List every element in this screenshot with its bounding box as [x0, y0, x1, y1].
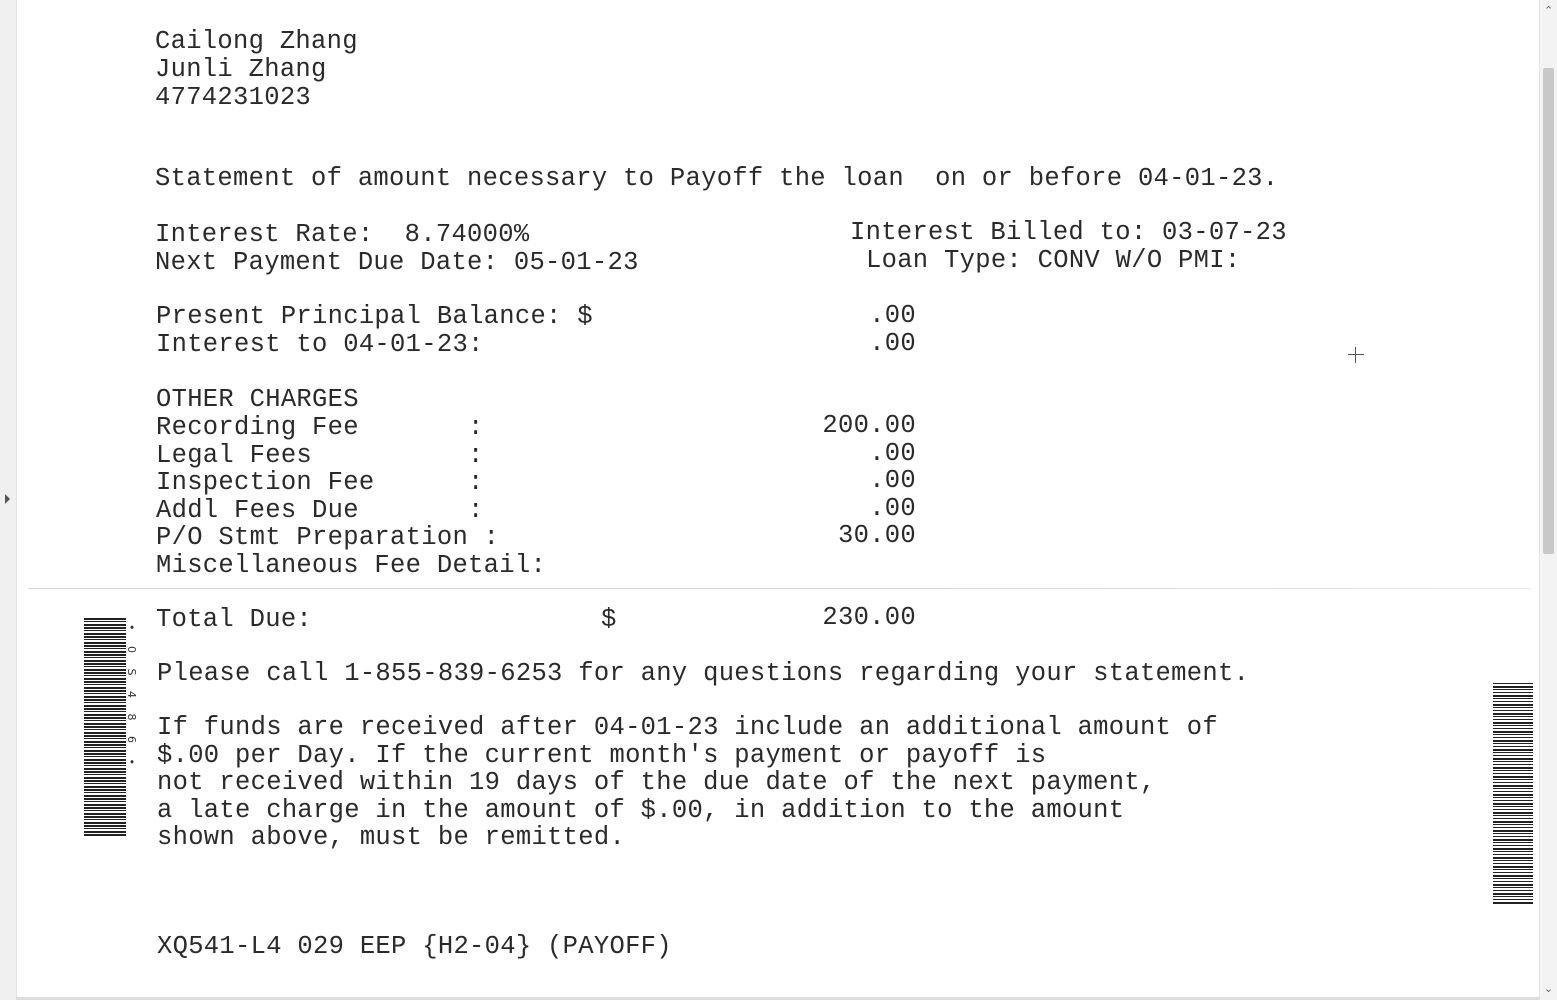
scroll-down-icon[interactable]: ⌄	[1543, 982, 1554, 995]
expand-arrow-icon[interactable]	[5, 494, 10, 504]
right-barcode	[1493, 683, 1533, 905]
left-barcode	[84, 618, 126, 836]
misc-fee-detail: Miscellaneous Fee Detail:	[156, 551, 547, 580]
statement-line: Statement of amount necessary to Payoff the loan on or before 04-01-23.	[155, 164, 1279, 193]
charge-label: Recording Fee :	[156, 413, 484, 442]
late-notice-line: a late charge in the amount of $.00, in addition to the amount	[157, 796, 1125, 825]
charge-label: Addl Fees Due :	[156, 496, 484, 525]
total-due-value: 230.00	[822, 603, 916, 632]
charge-value: 30.00	[837, 521, 916, 550]
borrower-name-2: Junli Zhang	[155, 55, 327, 84]
charge-label: P/O Stmt Preparation :	[156, 523, 500, 552]
other-charges-heading: OTHER CHARGES	[156, 385, 359, 414]
interest-billed-to: Interest Billed to: 03-07-23	[850, 218, 1287, 247]
charge-label: Inspection Fee :	[156, 468, 484, 497]
principal-balance-label: Present Principal Balance: $	[156, 302, 593, 331]
borrower-name-1: Cailong Zhang	[155, 27, 358, 56]
principal-balance-value: .00	[869, 301, 916, 330]
interest-to-label: Interest to 04-01-23:	[156, 330, 484, 359]
interest-rate: Interest Rate: 8.74000%	[155, 220, 530, 249]
charge-value: .00	[869, 439, 916, 468]
footer-code: XQ541-L4 029 EEP {H2-04} (PAYOFF)	[157, 932, 672, 961]
scroll-up-icon[interactable]: ⌃	[1543, 4, 1554, 17]
total-due-currency: $	[601, 605, 617, 634]
charge-value: .00	[869, 466, 916, 495]
barcode-digits: • 0 S 4 8 6 •	[125, 624, 138, 771]
late-notice-line: If funds are received after 04-01-23 include an additional amount of	[157, 713, 1218, 742]
interest-to-value: .00	[869, 329, 916, 358]
charge-value: .00	[869, 494, 916, 523]
next-payment-due: Next Payment Due Date: 05-01-23	[155, 248, 639, 277]
perforation-line	[28, 588, 1530, 589]
loan-number: 4774231023	[155, 83, 312, 112]
vertical-scrollbar[interactable]	[1539, 0, 1557, 1000]
total-due-label: Total Due:	[156, 605, 313, 634]
crosshair-cursor-icon	[1348, 347, 1364, 363]
questions-line: Please call 1-855-839-6253 for any questions regarding your statement.	[157, 659, 1250, 688]
loan-type: Loan Type: CONV W/O PMI:	[866, 246, 1241, 275]
late-notice-line: not received within 19 days of the due date of the next payment,	[157, 768, 1156, 797]
charge-value: 200.00	[822, 411, 916, 440]
charge-label: Legal Fees :	[156, 441, 484, 470]
scrollbar-thumb[interactable]	[1543, 68, 1554, 554]
left-panel-strip	[0, 0, 17, 1000]
late-notice-line: shown above, must be remitted.	[157, 823, 626, 852]
late-notice-line: $.00 per Day. If the current month's payment or payoff is	[157, 741, 1047, 770]
